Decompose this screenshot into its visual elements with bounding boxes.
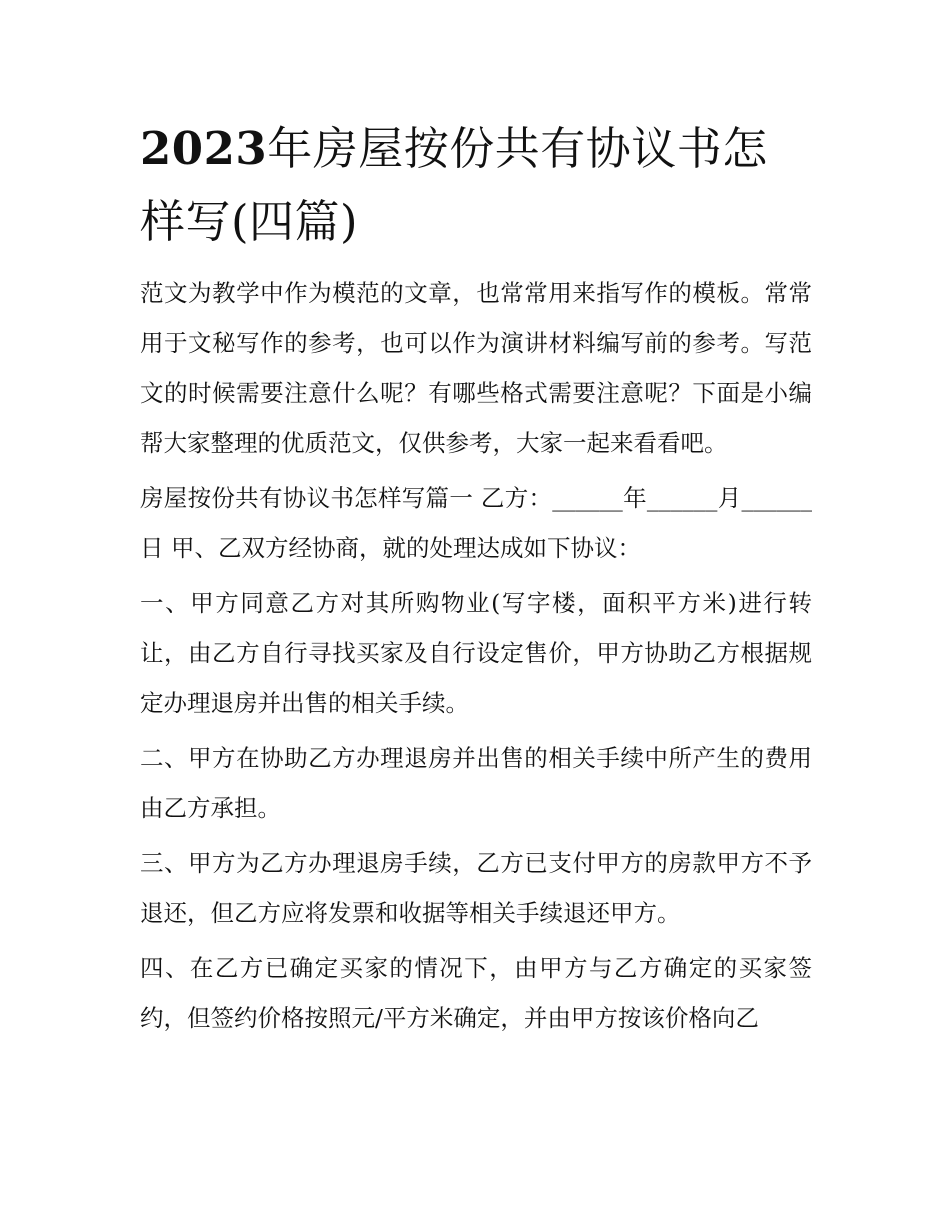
title-year: 2023 [140,122,268,175]
document-page [140,112,812,1048]
clause-1-paragraph: 一、甲方同意乙方对其所购物业(写字楼，面积平方米)进行转让，由乙方自行寻找买家及自行设定售价，甲方协助乙方根据规定办理退房并出售的相关手续。 [140,589,812,717]
title-text: 年房屋按份共有协议书怎样写(四篇) [140,122,768,248]
clause-4-paragraph: 四、在乙方已确定买家的情况下，由甲方与乙方确定的买家签约，但签约价格按照元/平方米确定，并由甲方按该价格向乙 [140,954,812,1032]
clause-3-paragraph: 三、甲方为乙方办理退房手续，乙方已支付甲方的房款甲方不予退还，但乙方应将发票和收据等相关手续退还甲方。 [140,849,812,927]
clause-2-paragraph: 二、甲方在协助乙方办理退房并出售的相关手续中所产生的费用由乙方承担。 [140,744,812,822]
document-title [140,112,812,258]
agreement-header-paragraph: 房屋按份共有协议书怎样写篇一 乙方：______年______月______日 甲、乙双方经协商，就的处理达成如下协议： [140,484,812,562]
intro-paragraph: 范文为教学中作为模范的文章，也常常用来指写作的模板。常常用于文秘写作的参考，也可以作为演讲材料编写前的参考。写范文的时候需要注意什么呢？有哪些格式需要注意呢？下面是小编帮大家整理的优质范文，仅供参考，大家一起来看看吧。 [140,279,812,457]
